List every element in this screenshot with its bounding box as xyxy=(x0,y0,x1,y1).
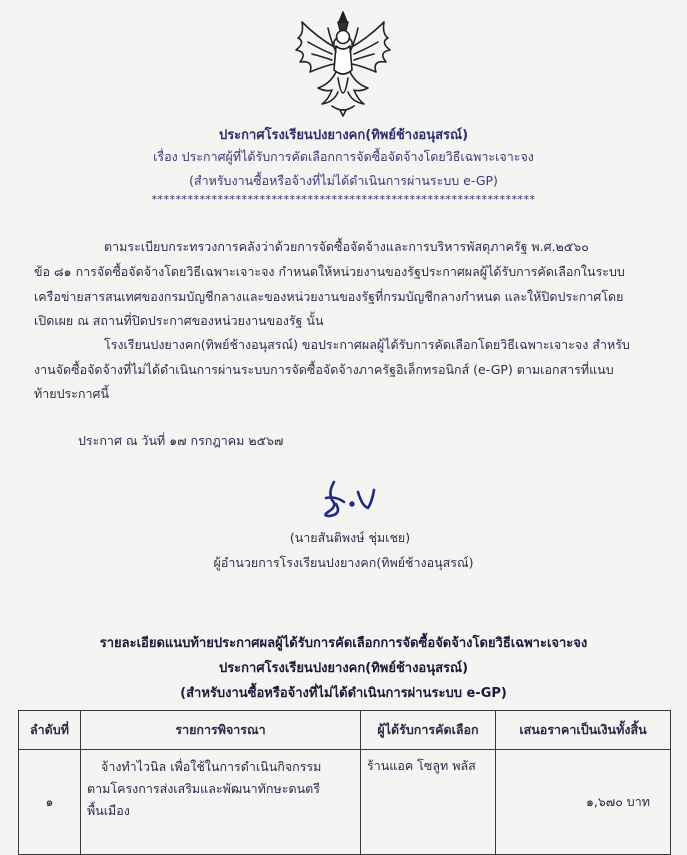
paragraph-1-line-2: ข้อ ๘๑ การจัดซื้อจัดจ้างโดยวิธีเฉพาะเจาะจง กำหนดให้หน่วยงานของรัฐประกาศผลผู้ได้รับการคัดเลือกในระบบ xyxy=(34,264,625,279)
row-item-line-2: ตามโครงการส่งเสริมและพัฒนาทักษะดนตรี xyxy=(87,781,320,796)
annex-scope: (สำหรับงานซื้อหรือจ้างที่ไม่ได้ดำเนินการผ่านระบบ e-GP) xyxy=(180,686,507,701)
header-price: เสนอราคาเป็นเงินทั้งสิ้น xyxy=(496,711,671,750)
announcement-subject: เรื่อง ประกาศผู้ที่ได้รับการคัดเลือกการจัดซื้อจัดจ้างโดยวิธีเฉพาะเจาะจง xyxy=(153,149,534,164)
signer-name: (นายสันติพงษ์ ชุ่มเชย) xyxy=(289,530,411,545)
header-winner: ผู้ได้รับการคัดเลือก xyxy=(361,711,496,750)
paragraph-2-line-1: โรงเรียนปงยางคก(ทิพย์ช้างอนุสรณ์) ขอประกาศผลผู้ได้รับการคัดเลือกโดยวิธีเฉพาะเจาะจง สำหรับ xyxy=(104,337,630,352)
row-order: ๑ xyxy=(19,750,81,855)
header-order: ลำดับที่ xyxy=(19,711,81,750)
paragraph-1-line-3: เครือข่ายสารสนเทศของกรมบัญชีกลางและของหน่วยงานของรัฐที่กรมบัญชีกลางกำหนด และให้ปิดประกาศโดย xyxy=(34,289,624,304)
announcement-date: ประกาศ ณ วันที่ ๑๗ กรกฎาคม ๒๕๖๗ xyxy=(78,433,284,448)
results-table xyxy=(18,710,671,855)
signature-icon xyxy=(314,478,384,522)
row-item-line-3: พื้นเมือง xyxy=(87,803,130,818)
paragraph-1-line-1: ตามระเบียบกระทรวงการคลังว่าด้วยการจัดซื้อจัดจ้างและการบริหารพัสดุภาครัฐ พ.ศ.๒๕๖๐ xyxy=(104,239,589,254)
announcement-title: ประกาศโรงเรียนปงยางคก(ทิพย์ช้างอนุสรณ์) xyxy=(218,128,469,143)
row-item xyxy=(81,750,361,855)
table-row xyxy=(19,750,671,855)
signer-position: ผู้อำนวยการโรงเรียนปงยางคก(ทิพย์ช้างอนุสรณ์) xyxy=(213,555,474,570)
table-header-row xyxy=(19,711,671,750)
row-price: ๑,๖๗๐ บาท xyxy=(496,750,671,855)
garuda-emblem-icon xyxy=(288,8,398,118)
row-item-line-1: จ้างทำไวนิล เพื่อใช้ในการดำเนินกิจกรรม xyxy=(101,759,322,774)
separator-line: **************************************************************** xyxy=(151,193,536,206)
paragraph-2-line-3: ท้ายประกาศนี้ xyxy=(34,386,110,401)
paragraph-2-line-2: งานจัดซื้อจัดจ้างที่ไม่ได้ดำเนินการผ่านระบบการจัดซื้อจัดจ้างภาครัฐอิเล็กทรอนิกส์ (e-GP) ตามเอกสารที่แนบ xyxy=(34,362,614,377)
annex-school: ประกาศโรงเรียนปงยางคก(ทิพย์ช้างอนุสรณ์) xyxy=(218,661,469,676)
annex-title: รายละเอียดแนบท้ายประกาศผลผู้ได้รับการคัดเลือกการจัดซื้อจัดจ้างโดยวิธีเฉพาะเจาะจง xyxy=(99,636,588,651)
announcement-scope: (สำหรับงานซื้อหรือจ้างที่ไม่ได้ดำเนินการผ่านระบบ e-GP) xyxy=(189,173,498,188)
row-winner: ร้านแอค โซลูท พลัส xyxy=(361,750,496,855)
paragraph-1-line-4: เปิดเผย ณ สถานที่ปิดประกาศของหน่วยงานของรัฐ นั้น xyxy=(34,313,324,328)
header-item: รายการพิจารณา xyxy=(81,711,361,750)
